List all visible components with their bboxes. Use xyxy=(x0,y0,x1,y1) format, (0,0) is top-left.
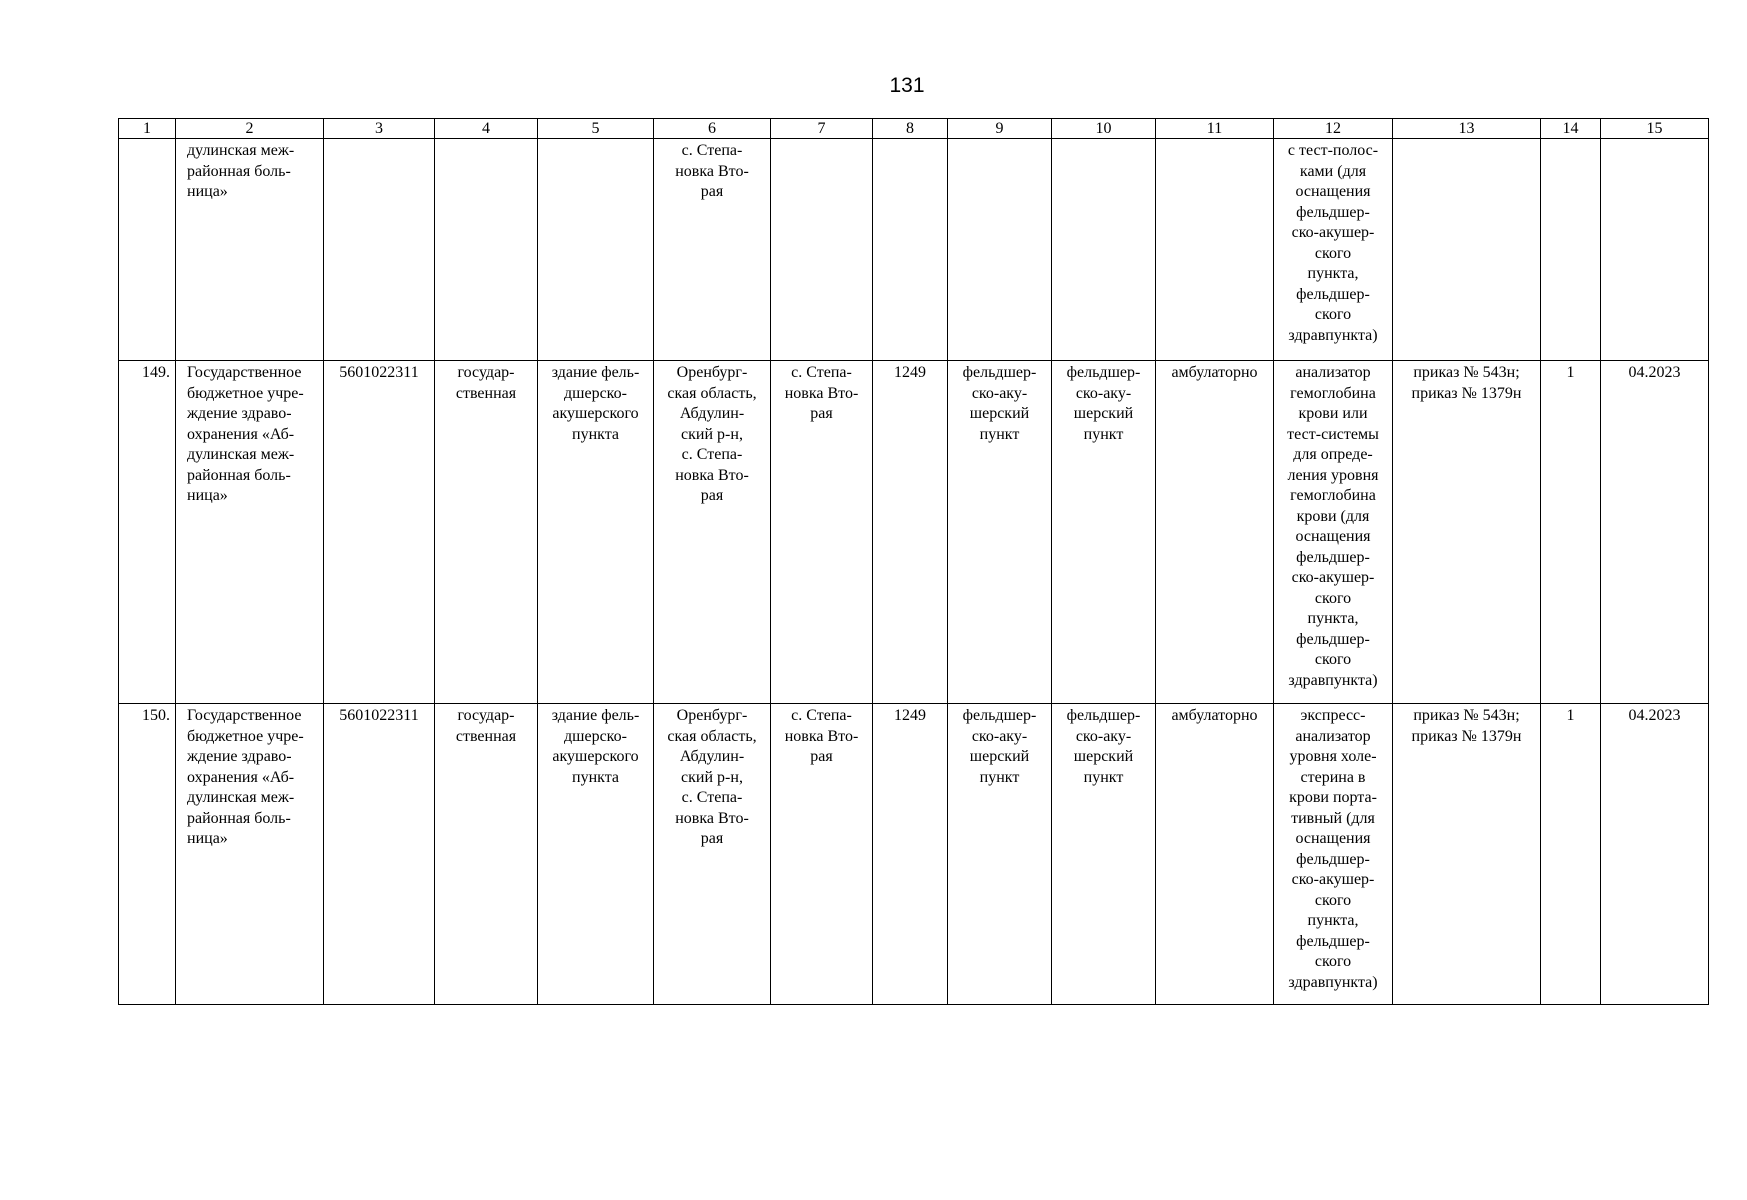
order-cell xyxy=(1393,139,1541,361)
column-header: 14 xyxy=(1541,119,1601,139)
equipment-cell: анализатор гемоглобина крови или тест-системы для опреде- ления уровня гемоглобина крови (для оснащения фельдшер- ско-акушер- ского пункта, фельдшер- ского здравпункта) xyxy=(1274,361,1393,704)
table-row-continuation xyxy=(119,139,1709,361)
unit-type-cell: фельдшер- ско-аку- шерский пункт xyxy=(948,704,1052,1005)
locality-cell: с. Степа- новка Вто- рая xyxy=(771,704,873,1005)
row-number-cell: 149. xyxy=(119,361,176,704)
column-header: 8 xyxy=(873,119,948,139)
column-header: 9 xyxy=(948,119,1052,139)
unit-name-cell xyxy=(1052,139,1156,361)
locality-cell: с. Степа- новка Вто- рая xyxy=(771,361,873,704)
locality-cell xyxy=(771,139,873,361)
quantity-cell: 1 xyxy=(1541,704,1601,1005)
organization-cell: Государственное бюджетное учре- ждение здраво- охранения «Аб- дулинская меж- районная боль- ница» xyxy=(176,361,324,704)
unit-type-cell xyxy=(948,139,1052,361)
column-header: 11 xyxy=(1156,119,1274,139)
column-header: 4 xyxy=(435,119,538,139)
order-cell: приказ № 543н; приказ № 1379н xyxy=(1393,704,1541,1005)
date-cell: 04.2023 xyxy=(1601,361,1709,704)
column-header: 5 xyxy=(538,119,654,139)
address-cell: с. Степа- новка Вто- рая xyxy=(654,139,771,361)
unit-name-cell: фельдшер- ско-аку- шерский пункт xyxy=(1052,704,1156,1005)
inn-cell xyxy=(324,139,435,361)
row-number-cell xyxy=(119,139,176,361)
unit-type-cell: фельдшер- ско-аку- шерский пункт xyxy=(948,361,1052,704)
column-header: 1 xyxy=(119,119,176,139)
inn-cell: 5601022311 xyxy=(324,704,435,1005)
equipment-cell: с тест-полос- ками (для оснащения фельдшер- ско-акушер- ского пункта, фельдшер- ского здравпункта) xyxy=(1274,139,1393,361)
unit-name-cell: фельдшер- ско-аку- шерский пункт xyxy=(1052,361,1156,704)
column-header: 6 xyxy=(654,119,771,139)
organization-cell: Государственное бюджетное учре- ждение здраво- охранения «Аб- дулинская меж- районная боль- ница» xyxy=(176,704,324,1005)
care-conditions-cell: амбулаторно xyxy=(1156,361,1274,704)
date-cell: 04.2023 xyxy=(1601,704,1709,1005)
inn-cell: 5601022311 xyxy=(324,361,435,704)
population-cell: 1249 xyxy=(873,361,948,704)
ownership-cell xyxy=(435,139,538,361)
address-cell: Оренбург- ская область, Абдулин- ский р-н, с. Степа- новка Вто- рая xyxy=(654,704,771,1005)
building-cell xyxy=(538,139,654,361)
ownership-cell: государ- ственная xyxy=(435,704,538,1005)
table-row-149 xyxy=(119,361,1709,704)
quantity-cell xyxy=(1541,139,1601,361)
column-header: 12 xyxy=(1274,119,1393,139)
ownership-cell: государ- ственная xyxy=(435,361,538,704)
building-cell: здание фель- дшерско- акушерского пункта xyxy=(538,704,654,1005)
date-cell xyxy=(1601,139,1709,361)
column-header: 2 xyxy=(176,119,324,139)
table-row-150 xyxy=(119,704,1709,1005)
column-header: 10 xyxy=(1052,119,1156,139)
column-header: 3 xyxy=(324,119,435,139)
column-header: 7 xyxy=(771,119,873,139)
row-number-cell: 150. xyxy=(119,704,176,1005)
organization-cell: дулинская меж- районная боль- ница» xyxy=(176,139,324,361)
column-number-header-row xyxy=(119,119,1709,139)
column-header: 13 xyxy=(1393,119,1541,139)
quantity-cell: 1 xyxy=(1541,361,1601,704)
page-number: 131 xyxy=(889,74,925,97)
equipment-cell: экспресс- анализатор уровня холе- стерина в крови порта- тивный (для оснащения фельдшер- ско-акушер- ского пункта, фельдшер- ского здравпункта) xyxy=(1274,704,1393,1005)
population-cell: 1249 xyxy=(873,704,948,1005)
address-cell: Оренбург- ская область, Абдулин- ский р-н, с. Степа- новка Вто- рая xyxy=(654,361,771,704)
registry-table xyxy=(118,118,1709,1005)
order-cell: приказ № 543н; приказ № 1379н xyxy=(1393,361,1541,704)
care-conditions-cell: амбулаторно xyxy=(1156,704,1274,1005)
column-header: 15 xyxy=(1601,119,1709,139)
population-cell xyxy=(873,139,948,361)
building-cell: здание фель- дшерско- акушерского пункта xyxy=(538,361,654,704)
care-conditions-cell xyxy=(1156,139,1274,361)
